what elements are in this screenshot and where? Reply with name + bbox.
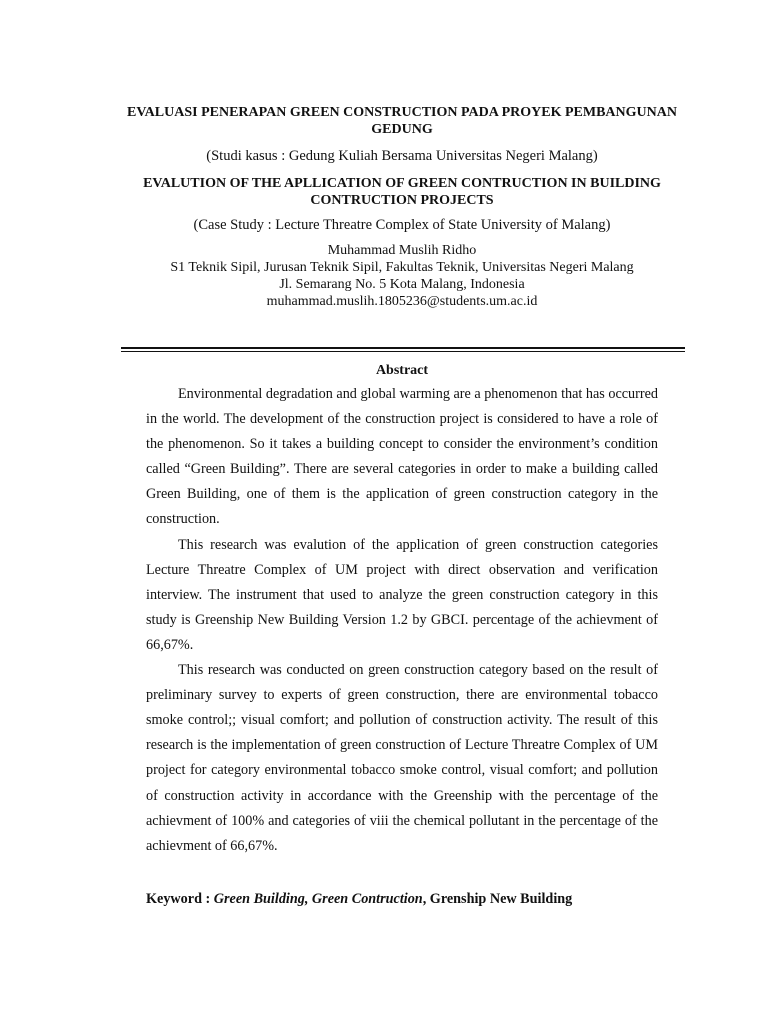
title-indonesian: EVALUASI PENERAPAN GREEN CONSTRUCTION PADA PROYEK PEMBANGUNAN GEDUNG bbox=[127, 105, 677, 137]
abstract-paragraph: Environmental degradation and global warming are a phenomenon that has occurred in the world. The development of the construction project is considered to have a role of the phenomenon. So it takes a building concept to consider the environment’s condition called “Green Building”. There are several categories in order to make a building called Green Building, one of them is the application of green construction category in the construction. bbox=[146, 386, 658, 528]
keywords-line bbox=[146, 891, 658, 908]
author-email: muhammad.muslih.1805236@students.um.ac.id bbox=[266, 294, 538, 309]
case-study-indonesian: (Studi kasus : Gedung Kuliah Bersama Universitas Negeri Malang) bbox=[206, 148, 598, 164]
abstract-paragraph: This research was conducted on green construction category based on the result of preliminary survey to experts of green construction, there are environmental tobacco smoke control;; visual comfort; and pollution of construction activity. The result of this research is the implementation of green construction of Lecture Threatre Complex of UM project for category environmental tobacco smoke control, visual comfort; and pollution of construction activity in accordance with the Greenship with the percentage of the achievment of 100% and categories of viii the chemical pollutant in the percentage of the achievment of 66,67%. bbox=[146, 662, 658, 854]
title-english: EVALUTION OF THE APLLICATION OF GREEN CONTRUCTION IN BUILDING CONTRUCTION PROJECTS bbox=[143, 176, 661, 208]
keywords-rest: , Grenship New Building bbox=[422, 891, 573, 907]
abstract-body bbox=[146, 382, 658, 859]
author-address: Jl. Semarang No. 5 Kota Malang, Indonesia bbox=[279, 277, 525, 292]
abstract-heading: Abstract bbox=[375, 363, 429, 378]
keywords-italic: Green Building, Green Contruction bbox=[213, 891, 423, 907]
case-study-english: (Case Study : Lecture Threatre Complex of State University of Malang) bbox=[193, 217, 611, 233]
abstract-paragraph: This research was evalution of the application of green construction categories Lecture Threatre Complex of UM project with direct observation and verification interview. The instrument that used to analyze the green construction category in this study is Greenship New Building Version 1.2 by GBCI. percentage of the achievment of 66,67%. bbox=[146, 536, 658, 653]
keywords-label: Keyword : bbox=[146, 891, 211, 907]
author-block bbox=[150, 242, 654, 310]
author-affiliation: S1 Teknik Sipil, Jurusan Teknik Sipil, Fakultas Teknik, Universitas Negeri Malang bbox=[170, 260, 634, 275]
separator-rule bbox=[121, 347, 685, 352]
author-name: Muhammad Muslih Ridho bbox=[327, 243, 477, 258]
